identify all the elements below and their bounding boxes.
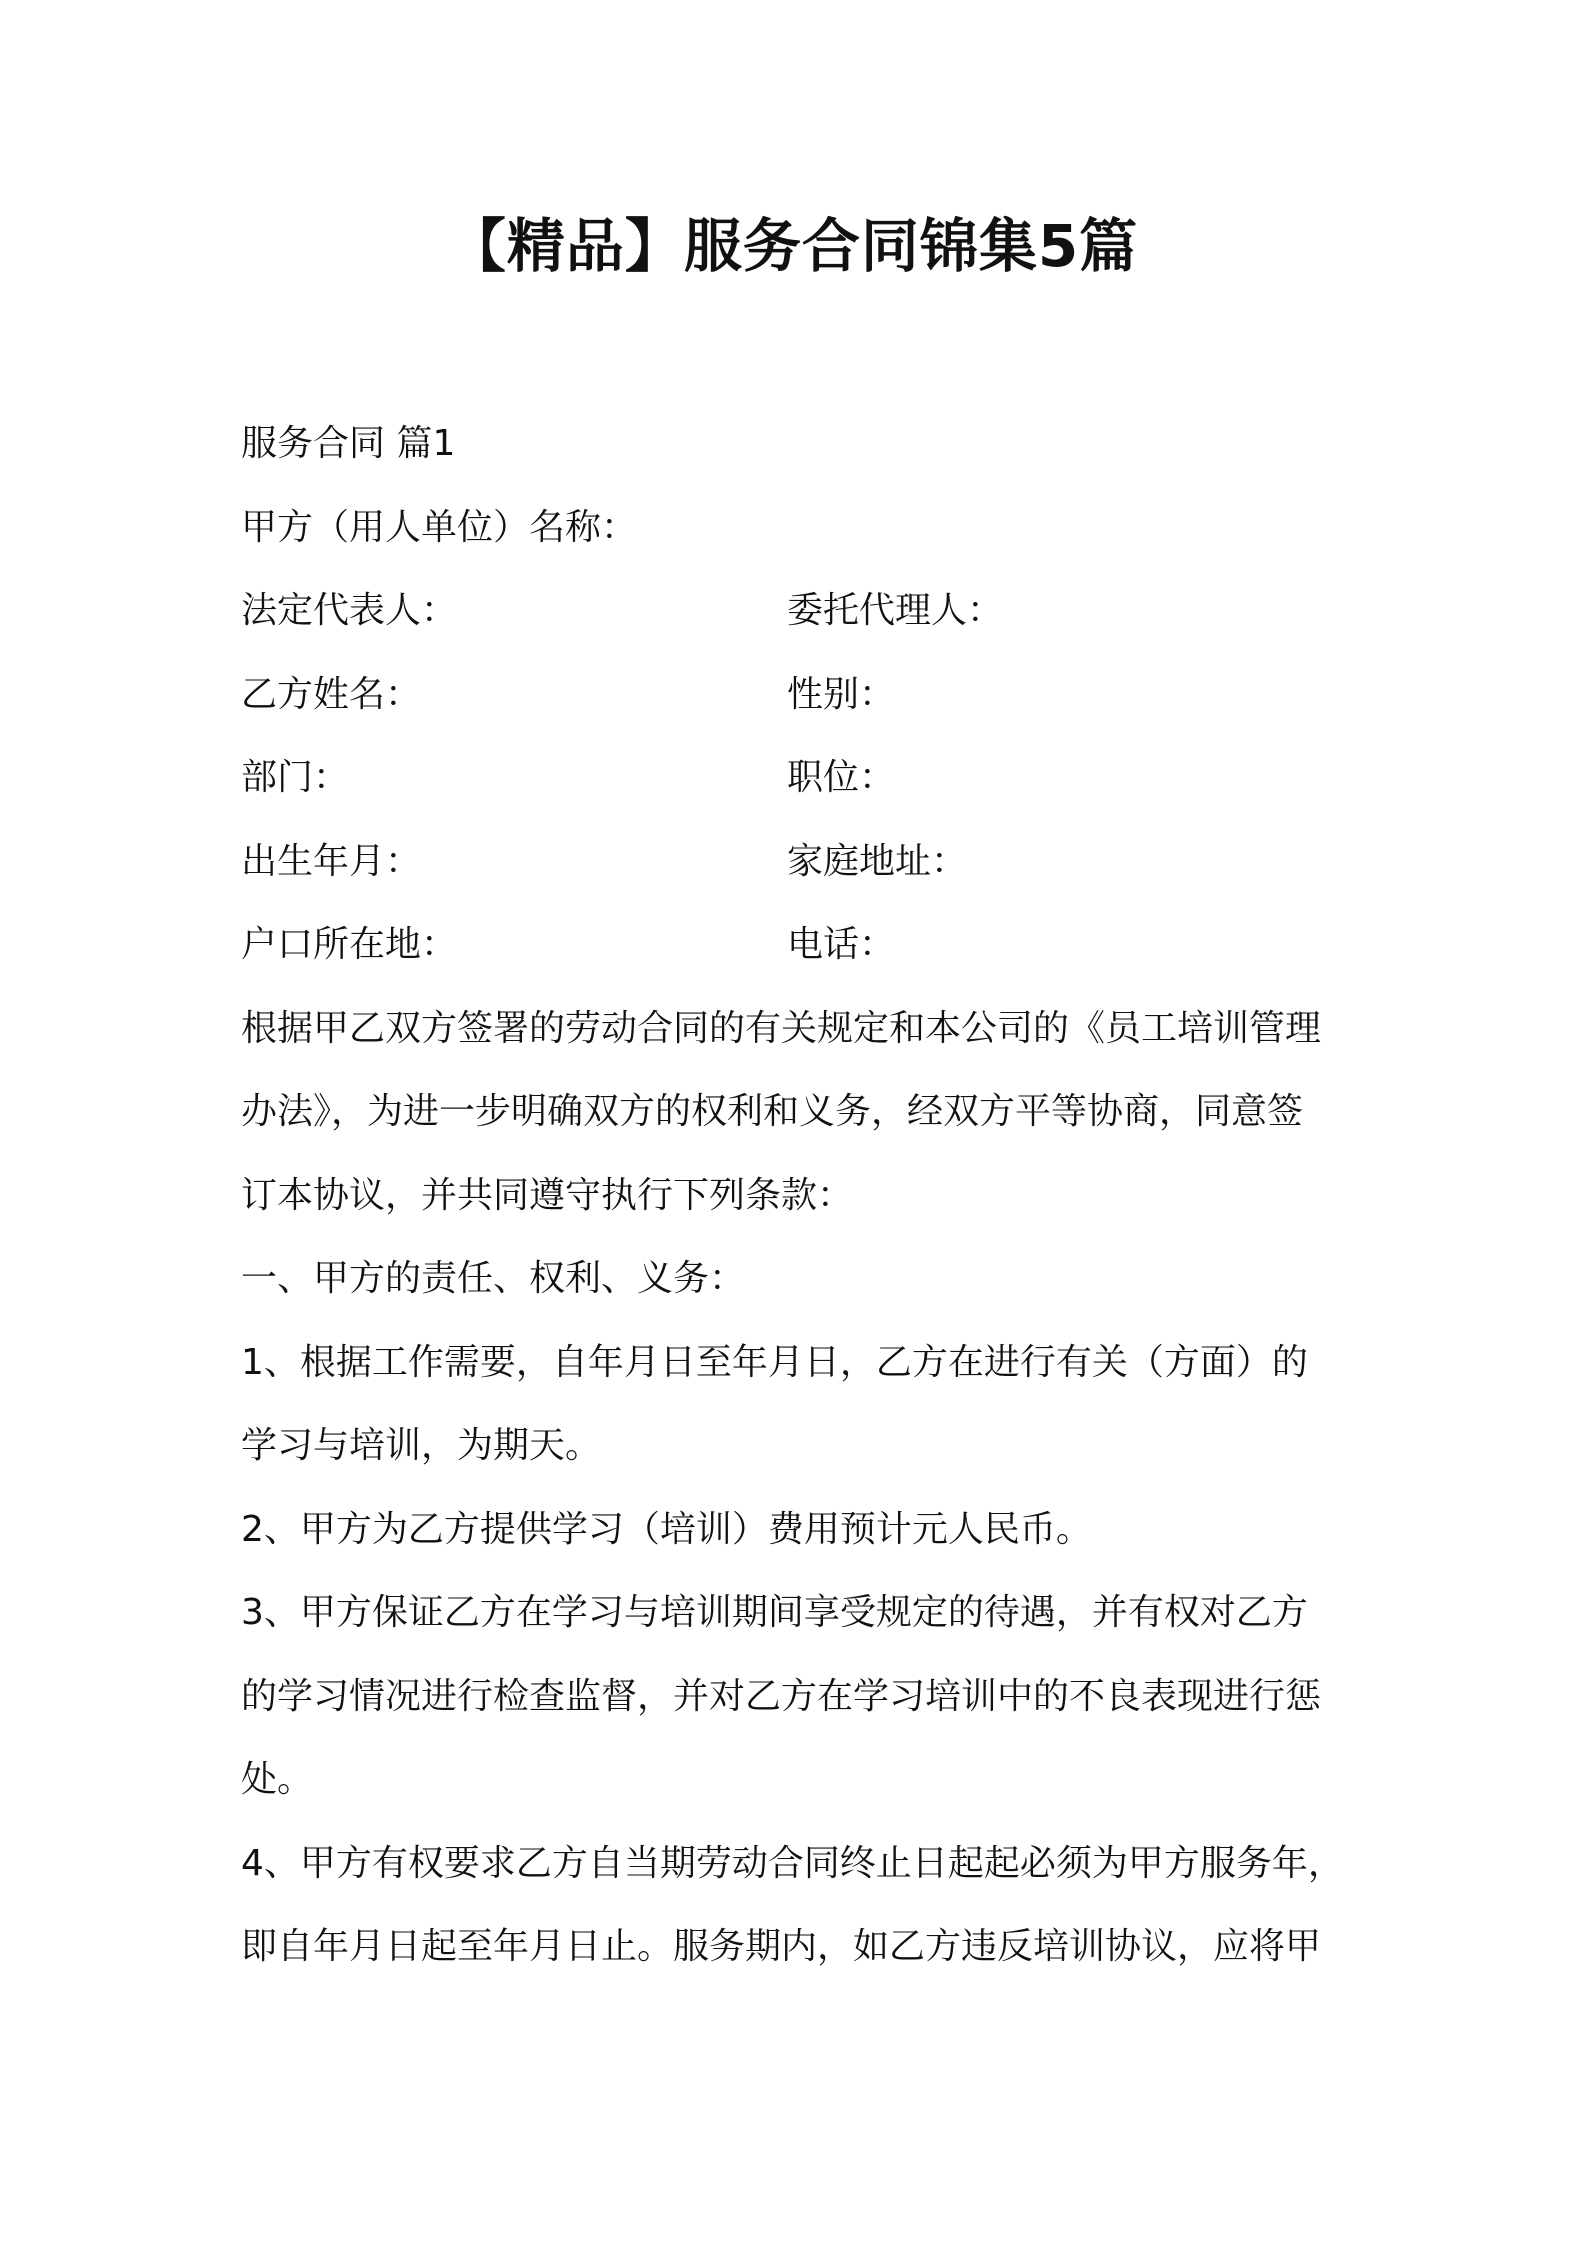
position-label: 职位：: [787, 757, 896, 798]
section-heading: 服务合同 篇1: [241, 423, 456, 464]
paragraph-line: 学习与培训，为期天。: [241, 1425, 602, 1466]
household-registration-label: 户口所在地：: [241, 924, 458, 965]
clause-heading: 一、甲方的责任、权利、义务：: [241, 1258, 746, 1299]
paragraph-line: 处。: [241, 1759, 314, 1800]
document-title: 【精品】服务合同锦集5篇: [447, 212, 1139, 280]
field-row: [241, 736, 1361, 820]
paragraph-line: 2、甲方为乙方提供学习（培训）费用预计元人民币。: [241, 1508, 1092, 1550]
authorized-agent-label: 委托代理人：: [787, 590, 1004, 631]
paragraph-line: 根据甲乙双方签署的劳动合同的有关规定和本公司的《员工培训管理: [241, 1007, 1322, 1049]
legal-representative-label: 法定代表人：: [241, 590, 458, 631]
paragraph-line: 即自年月日起至年月日止。服务期内，如乙方违反培训协议，应将甲: [241, 1926, 1322, 1967]
paragraph-line: 办法》，为进一步明确双方的权利和义务，经双方平等协商，同意签: [241, 1091, 1304, 1132]
field-row: [241, 653, 1361, 737]
party-b-name-label: 乙方姓名：: [241, 673, 422, 715]
home-address-label: 家庭地址：: [787, 840, 968, 882]
field-row: [241, 903, 1361, 987]
field-row: [241, 569, 1361, 653]
department-label: 部门：: [241, 757, 350, 798]
paragraph-line: 4、甲方有权要求乙方自当期劳动合同终止日起起必须为甲方服务年，: [241, 1842, 1344, 1884]
phone-label: 电话：: [787, 924, 896, 965]
paragraph-line: 的学习情况进行检查监督，并对乙方在学习培训中的不良表现进行惩: [241, 1675, 1322, 1717]
gender-label: 性别：: [787, 673, 896, 715]
paragraph-line: 3、甲方保证乙方在学习与培训期间享受规定的待遇，并有权对乙方: [241, 1592, 1308, 1633]
field-row: [241, 820, 1361, 904]
document-body: [241, 402, 1361, 1989]
paragraph-line: 1、根据工作需要，自年月日至年月日，乙方在进行有关（方面）的: [241, 1341, 1308, 1383]
paragraph-line: 订本协议，并共同遵守执行下列条款：: [241, 1174, 854, 1216]
party-a-name-field: 甲方（用人单位）名称：: [241, 506, 638, 548]
birth-date-label: 出生年月：: [241, 840, 422, 882]
